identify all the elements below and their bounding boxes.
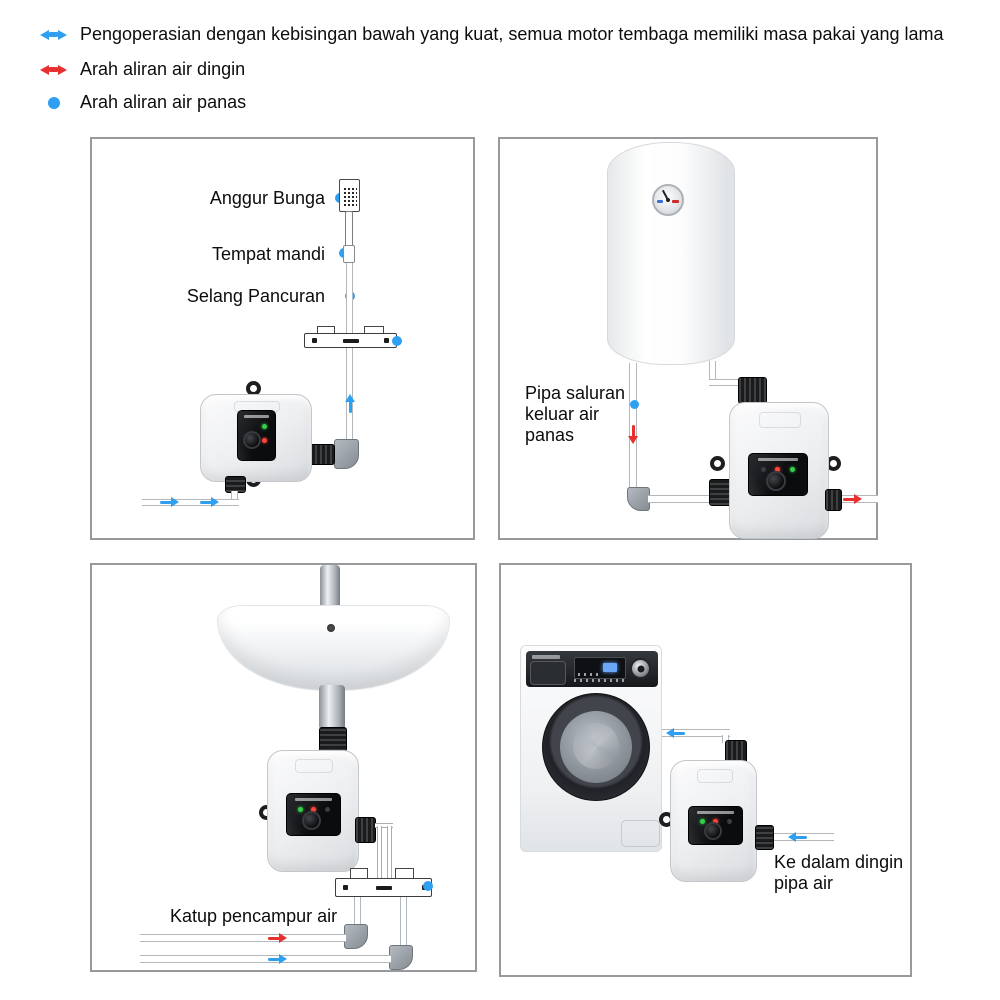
washer-control-panel [526,651,658,687]
legend-text: Arah aliran air dingin [80,59,246,79]
flow-arrow-right-icon [268,933,287,943]
flow-arrow-left-icon [788,832,807,842]
pump-display [237,410,276,461]
label-hot-outlet-pipe [525,383,625,446]
standby-led [761,467,766,472]
pump-display-text [244,415,270,418]
pump-outlet-fitting [309,444,335,465]
pump-display-text [697,811,734,814]
green-led [298,807,303,812]
sink-overflow-hole [327,624,335,632]
label-shower-head: Anggur Bunga [209,188,325,208]
pump-display [286,793,341,836]
shower-head [339,179,360,212]
label-shower-holder: Tempat mandi [211,244,325,264]
service-flap [621,820,660,847]
pump-inlet-fitting [755,825,774,850]
legend-text: Pengoperasian dengan kebisingan bawah yang kuat, semua motor tembaga memiliki masa pakai yang lama [80,24,944,44]
drain-connector [319,685,345,730]
red-led [713,819,718,824]
pump-top-fitting [738,377,767,404]
label-cold-inlet [774,852,903,894]
standby-led [727,819,732,824]
washing-machine [520,645,662,852]
pump-display [748,453,808,496]
booster-pump [729,402,829,539]
spray-nozzles [343,187,357,208]
green-led [790,467,795,472]
legend-item-operation [40,24,944,45]
flow-double-arrow-red-icon [40,64,67,76]
panel-washing-machine-installation [499,563,912,977]
valve-mark [376,886,392,890]
booster-pump [670,760,757,882]
green-led [700,819,705,824]
washer-door [542,693,650,801]
red-led [775,467,780,472]
gauge-cold-tick [657,200,663,203]
pump-display [688,806,743,845]
label-shower-hose: Selang Pancuran [186,286,325,306]
label-line: keluar air [525,403,600,424]
pipe-elbow [389,945,413,970]
hot-water-dot-icon [40,97,67,109]
thin-pipe [387,826,392,879]
flow-arrow-right-icon [200,497,219,507]
pointer-dot [392,336,402,346]
shower-pipe [346,259,353,441]
washer-buttons [574,679,624,682]
valve-mark [312,338,317,343]
flow-arrow-up-icon [345,394,355,413]
legend-item-cold-flow [40,59,245,80]
inlet-pipe [142,499,239,506]
booster-pump [267,750,359,872]
water-heater-tank [607,142,735,365]
washer-display-icons [578,673,600,676]
pointer-dot [423,881,433,891]
legend-text: Arah aliran air panas [80,92,247,112]
detergent-drawer [530,661,566,685]
label-line: pipa air [774,873,834,893]
thin-pipe [377,826,382,879]
pump-knob [704,822,722,840]
flow-arrow-left-icon [666,728,685,738]
shower-handle [345,211,353,249]
flow-arrow-right-icon [268,954,287,964]
pump-outlet-fitting [355,817,376,843]
panel-water-heater-installation [498,137,878,540]
gauge-hot-tick [672,200,679,203]
booster-pump [200,394,312,482]
flow-arrow-down-icon [628,425,638,444]
flow-arrow-right-icon [160,497,179,507]
washer-door-glass [560,711,632,783]
pump-knob [766,471,786,491]
pump-display-text [758,458,799,461]
valve-mark [343,339,359,343]
pump-cap-detail [295,759,333,773]
sink-basin [217,605,450,691]
pump-display-text [295,798,332,801]
pump-knob [243,431,261,449]
pointer-dot [630,400,639,409]
washer-brand-text [532,655,560,659]
temperature-gauge [652,184,684,216]
panel-sink-installation [90,563,477,972]
label-mixer-valve: Katup pencampur air [170,906,338,926]
valve-mark [343,885,348,890]
legend-item-hot-flow [40,92,246,113]
label-line: Ke dalam dingin [774,852,904,872]
pipe-elbow [627,487,650,511]
hot-supply-pipe [140,934,346,942]
flow-double-arrow-blue-icon [40,29,67,41]
pipe-elbow [334,439,359,469]
pipe [400,897,407,947]
pipe [648,495,710,503]
cold-supply-pipe [140,955,391,963]
valve-mark [384,338,389,343]
flow-arrow-right-icon [843,494,862,504]
washer-program-knob [630,658,651,679]
panel-shower-installation [90,137,475,540]
pipe-elbow [344,924,368,949]
label-line: Pipa saluran [525,383,626,403]
pump-cap-detail [759,412,800,428]
washer-display-digits [603,663,617,672]
shower-holder-clamp [343,245,355,263]
pump-outlet-fitting [825,489,842,511]
green-led [262,424,267,429]
standby-led [325,807,330,812]
washer-display [574,657,626,679]
pump-top-fitting [319,727,347,752]
red-led [262,438,267,443]
pump-cap-detail [697,769,733,783]
red-led [311,807,316,812]
pump-knob [302,811,321,830]
mount-ear [710,456,725,471]
pipe [354,897,361,926]
label-line: panas [525,424,575,445]
